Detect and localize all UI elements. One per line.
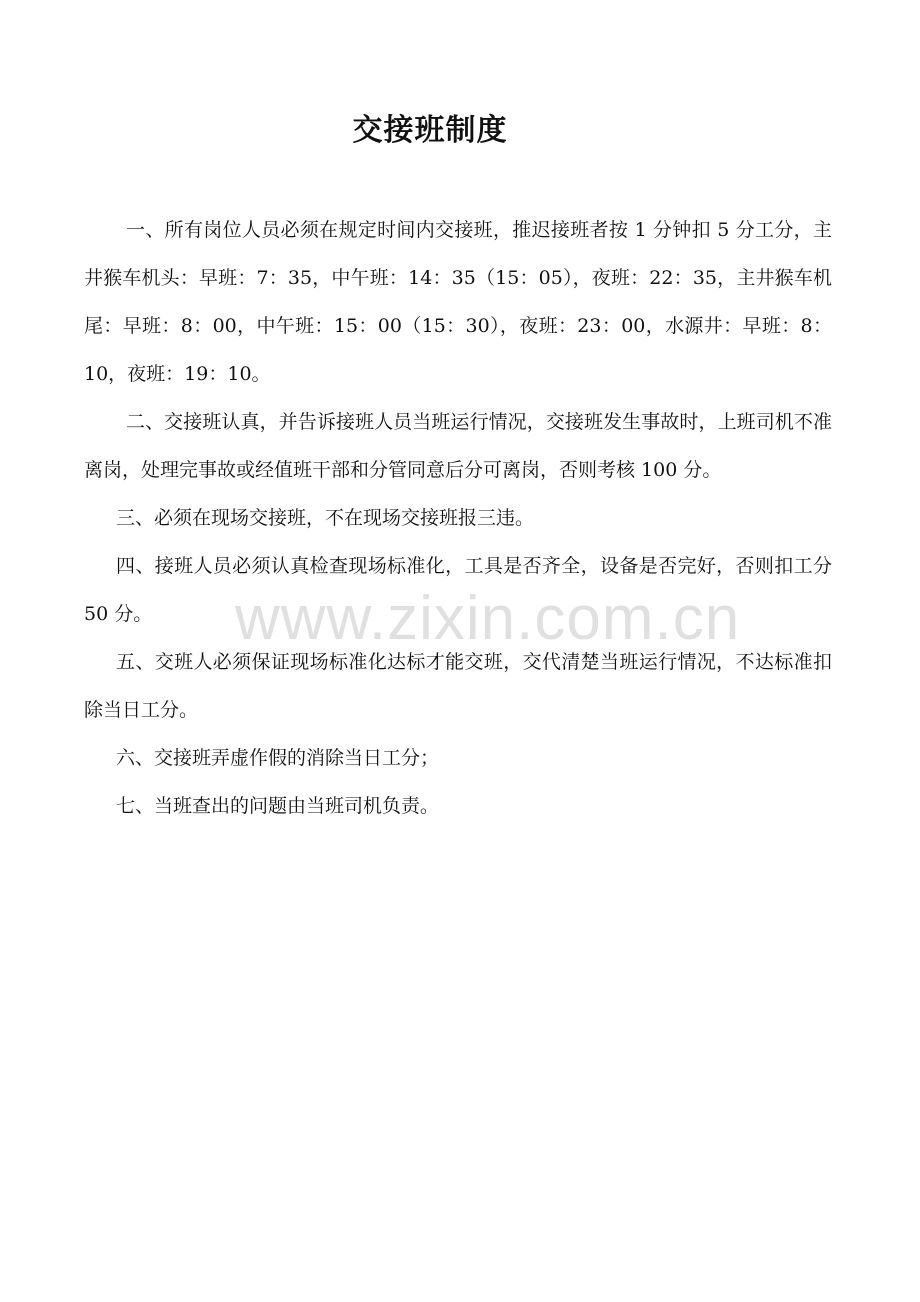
document-title: 交接班制度: [352, 113, 508, 148]
paragraph-4: 四、接班人员必须认真检查现场标准化，工具是否齐全，设备是否完好，否则扣工分 50 分。: [84, 555, 832, 625]
paragraph-2: 二、交接班认真，并告诉接班人员当班运行情况，交接班发生事故时，上班司机不准离岗，处理完事故或经值班干部和分管同意后分可离岗，否则考核 100 分。: [84, 411, 832, 481]
paragraph-1: 一、所有岗位人员必须在规定时间内交接班，推迟接班者按 1 分钟扣 5 分工分，主井猴车机头：早班：7：35，中午班：14：35（15：05），夜班：22：35，主井猴车机尾：早班：8：00，中午班：15：00（15：30），夜班：23：00，水源井：早班：8：10，夜班：19：10。: [84, 219, 832, 385]
paragraph-3: 三、必须在现场交接班，不在现场交接班报三违。: [116, 507, 535, 529]
watermark-text: www.zixin.com.cn: [235, 584, 741, 653]
paragraph-6: 六、交接班弄虚作假的消除当日工分；: [116, 747, 440, 769]
document-body: [84, 206, 832, 830]
paragraph-7: 七、当班查出的问题由当班司机负责。: [116, 795, 440, 817]
paragraph-5: 五、交班人必须保证现场标准化达标才能交班，交代清楚当班运行情况，不达标准扣除当日工分。: [84, 651, 832, 721]
